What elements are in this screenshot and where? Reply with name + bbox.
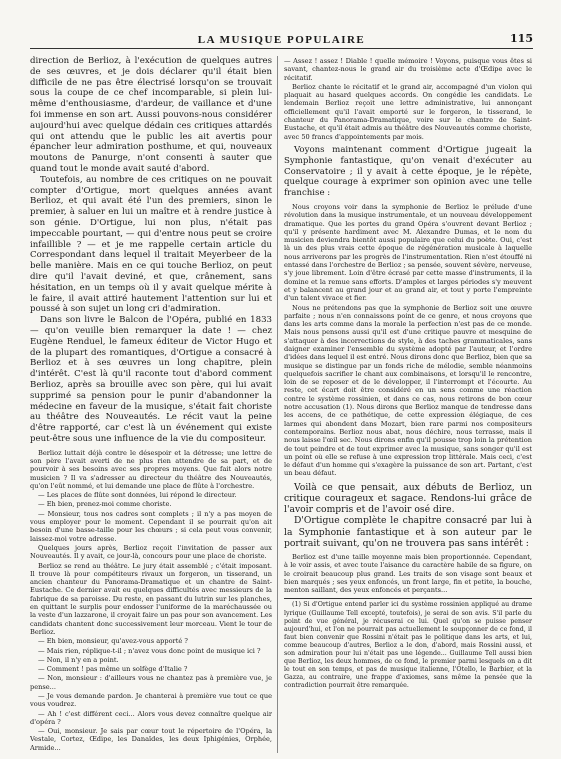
footnote-rule xyxy=(284,598,532,599)
dialogue-line: — Mais rien, réplique-t-il ; n'avez vous donc point de musique ici ? xyxy=(38,646,261,655)
paragraph: Voilà ce que pensait, aux débuts de Berlioz, un critique courageux et sagace. Rendons-lui grâce de l'avoir compris et de l'avoir osé dire. xyxy=(284,481,532,516)
quoted-paragraph: Berlioz est d'une taille moyenne mais bien proportionnée. Cependant, à le voir assis, et avec toute l'aisance du caractère habile de sa figure, on le croirait beaucoup plus grand. Les traits de son visage sont beaux et bien marqués ; ses yeux enfoncés, un front large, fin et petite, la bouche, menton saillant, des yeux enfoncés et perçants... xyxy=(284,552,532,595)
right-column xyxy=(284,56,532,753)
quoted-paragraph: Berlioz luttait déjà contre le désespoir et la détresse; une lettre de son père l'avait averti de ne plus rien attendre de sa part, et de pourvoir à ses besoins avec ses propres moyens. Que fait alors notre musicien ? Il va s'adresser au directeur du théâtre des Nouveautés, qu'on l'eût nommé, et lui demande une place de flûte à l'orchestre. xyxy=(30,448,272,490)
dialogue-line: — Eh bien, monsieur, qu'avez-vous apporté ? xyxy=(38,637,188,646)
dialogue-line: — Assez ! assez ! Diable ! quelle mémoire ! Voyons, puisque vous êtes si savant, chantez-nous le grand air du troisième acte d'Œdipe avec le récitatif. xyxy=(284,57,532,82)
dialogue-line: — Monsieur, tous nos cadres sont complets ; il n'y a pas moyen de vous employer pour le moment. Cependant il se pourrait qu'on ait besoin d'une basse-taille pour les chœurs ; si cela peut vous convenir, laissez-moi votre adresse. xyxy=(30,509,272,543)
dialogue-line: — Oui, monsieur. Je sais par cœur tout le répertoire de l'Opéra, la Vestale, Cortez, Œdipe, les Danaïdes, les deux Iphigénies, Orphée, Armide... xyxy=(30,727,272,752)
paragraph: direction de Berlioz, à l'exécution de quelques autres de ses œuvres, et je dois déclarer qu'il était bien difficile de ne pas être électrisé lorsqu'on se trouvait sous la coupe de ce chef incomparable, si plein lui-même d'enthousiasme, d'ardeur, de vaillance et d'une foi immense en son art. Aussi pouvons-nous considérer aujourd'hui avec quelque dédain ces critiques attardés qui ont attendu que le public les ait avertis pour épancher leur admiration posthume, et qui, nouveaux moutons de Panurge, n'ont consenti à sauter que quand tout le monde avait sauté d'abord. xyxy=(30,56,272,174)
paragraph: Dans son livre le Balcon de l'Opéra, publié en 1833 — qu'on veuille bien remarquer la date ! — chez Eugène Renduel, le fameux éditeur de Victor Hugo et de la plupart des romantiques, d'Ortigue a consacré à Berlioz et à ses œuvres un long chapitre, plein d'intérêt. C'est là qu'il raconte tout d'abord comment Berlioz, après sa brouille avec son père, qui lui avait supprimé sa pension pour le punir d'abandonner la médecine en faveur de la musique, s'était fait choriste au théâtre des Nouveautés. Le récit vaut la peine d'être rapporté, car c'est là un événement qui existe peut-être sous une influence de la vie du compositeur. xyxy=(30,315,272,444)
column-divider xyxy=(277,56,278,753)
dialogue-line: — Eh bien, prenez-moi comme choriste. xyxy=(38,500,172,509)
quoted-paragraph: Berlioz se rend au théâtre. Le jury était assemblé ; c'était imposant. Il trouve là pour compétiteurs rivaux un forgeron, un tisserand, un ancien chanteur du Panorama-Dramatique et un chantre de Saint-Eustache. Ce dernier avait eu quelques difficultés avec messieurs de la fabrique de sa paroisse. Du reste, en passant du lutrin sur les planches, en quittant le surplis pour endosser l'uniforme de la maréchaussée ou la veste d'un lazzarone, il croyait faire un pas pour son avancement. Les candidats chantent donc successivement leur morceau. Vient le tour de Berlioz. xyxy=(30,561,272,636)
paragraph: Voyons maintenant comment d'Ortigue jugeait la Symphonie fantastique, qu'on venait d'exécuter au Conservatoire ; il y avait à cette époque, je le répète, quelque courage à exprimer son opinion avec une telle franchise : xyxy=(284,144,532,199)
publication-title: LA MUSIQUE POPULAIRE xyxy=(197,34,366,46)
running-header xyxy=(30,32,533,49)
dialogue-line: — Les places de flûte sont données, lui répond le directeur. xyxy=(38,491,237,500)
left-column xyxy=(30,56,272,753)
quoted-paragraph: Berlioz chante le récitatif et le grand air, accompagné d'un violon qui plaquait au hasard quelques accords. On congédie les candidats. Le lendemain Berlioz reçoit une lettre administrative, lui annonçant officiellement qu'il l'avait emporté sur le forgeron, le tisserand, le chanteur du Panorama-Dramatique, voire sur le chantre de Saint-Eustache, et qu'il était admis au théâtre des Nouveautés comme choriste, avec 50 francs d'appointements par mois. xyxy=(284,82,532,141)
dialogue-line: — Ah ! c'est différent ceci... Alors vous devez connaître quelque air d'opéra ? xyxy=(30,709,272,726)
quoted-paragraph: Nous croyons voir dans la symphonie de Berlioz le prélude d'une révolution dans la musique instrumentale, et un nouveau développement dramatique. Que les portes du grand Opéra s'ouvrent devant Berlioz ; qu'il y présente hardiment avec M. Alexandre Dumas, et le nom du musicien deviendra bientôt aussi populaire que celui du poète. Oui, c'est là un des plus vrais cette époque de régénération musicale à laquelle nous arriverons par les progrès de l'instrumentation. Rien n'est étouffé ni entassé dans l'orchestre de Berlioz ; sa pensée, souvent sévère, nerveuse, s'y joue librement. Loin d'être écrasé par cette masse d'instruments, il la domine et la remue sans efforts. D'amples et larges périodes s'y meuvent et y balancent au grand jour et au grand air, et tout y porte l'empreinte d'un talent vivace et fier. xyxy=(284,202,532,303)
paragraph: Toutefois, au nombre de ces critiques on ne pouvait compter d'Ortigue, mort quelques années avant Berlioz, et qui avait été l'un des premiers, sinon le premier, à saluer en lui un maître et à rendre justice à son génie. D'Ortigue, lui non plus, n'était pas impeccable pourtant, — qui d'entre nous peut se croire infaillible ? — et je me rappelle certain article du Correspondant dans lequel il traitait Meyerbeer de la belle manière. Mais en ce qui touche Berlioz, on peut dire qu'il l'avait deviné, et que, crânement, sans hésitation, en un temps où il y avait quelque mérite à le faire, il avait attiré hautement l'attention sur lui et poussé à son sujet un long cri d'admiration. xyxy=(30,174,272,315)
dialogue-line: — Non, monsieur : d'ailleurs vous ne chantez pas à première vue, je pense... xyxy=(30,674,272,691)
footnote: (1) Si d'Ortigue entend parler ici du système rossinien appliqué au drame lyrique (Guillaume Tell excepté, toutefois), je serai de son avis. S'il parle du point de vue général, je récuserai ce lui. Quel qu'on se puisse penser aujourd'hui, et l'on ne pourrait pas actuellement le soupçonner de ce fond, il faut bien convenir que Rossini n'était pas le politique dans les arts, et lui, comme beaucoup d'autres, Berlioz a le don, d'abord, mais Rossini aussi, et son admiration pour lui n'était pas une légende... Guillaume Tell aussi bien que Berlioz, les deux hommes, de ce fond, le premier parmi lesquels on a dit le tout en son temps, et pas de musique italienne, l'Otello, le Barbier, et la Gazza, au contraire, une frappe d'axiomes, sans même la pensée que la contradiction pourrait être remarquée. xyxy=(284,601,532,690)
dialogue-line: — Non, il n'y en a point. xyxy=(38,655,119,664)
quoted-paragraph: Quelques jours après, Berlioz reçoit l'invitation de passer aux Nouveautés. Il y avait, ce jour-là, concours pour une place de choriste. xyxy=(30,543,272,561)
paragraph: D'Ortigue complète le chapitre consacré par lui à la Symphonie fantastique et à son auteur par le portrait suivant, qu'on ne trouvera pas sans intérêt : xyxy=(284,515,532,549)
dialogue-line: — Comment ! pas même un solfège d'Italie ? xyxy=(38,665,188,674)
quoted-paragraph: Nous ne prétendons pas que la symphonie de Berlioz soit une œuvre parfaite ; nous n'en connaissons point de ce genre, et nous croyons que dans les arts comme dans la morale la perfection n'est pas de ce monde. Mais nous pensons aussi qu'il est d'une critique pauvre et mesquine de s'attaquer à des incorrections de style, à des taches grammaticales, sans daigner examiner l'ensemble du système adopté par l'auteur, et l'ordre d'idées dans lequel il est entré. Nous dirons donc que Berlioz, bien que sa musique se distingue par un fonds riche de mélodie, semble néanmoins quelquefois sacrifier le chant aux combinaisons, et lorsqu'il le rencontre, loin de se reposer et de le développer, il l'interrompt et l'écourte. Au reste, cet écart doit être considéré en un sens comme une réaction contre le système rossinien, et dans ce cas, nous retirons de bon cœur notre accusation (1). Nous dirons que Berlioz manque de tendresse dans les accens, de ce pathétique, de cette expression élégiaque, de ces larmes qui abondent dans Mozart, bien rare parmi nos compositeurs contemporains. Berlioz nous abat, nous déchire, nous terrasse, mais il nous laisse l'œil sec. Nous dirons enfin qu'il pousse trop loin la prétention de tout peindre et de tout exprimer avec la musique, sans songer qu'il est un point où elle se refuse à une expression trop littérale. Mais ceci, c'est le défaut d'un homme qui s'exagère la puissance de son art. Partant, c'est un beau défaut. xyxy=(284,303,532,478)
dialogue-line: — Je vous demande pardon. Je chanterai à première vue tout ce que vous voudrez. xyxy=(30,692,272,709)
page-number: 115 xyxy=(510,32,533,45)
